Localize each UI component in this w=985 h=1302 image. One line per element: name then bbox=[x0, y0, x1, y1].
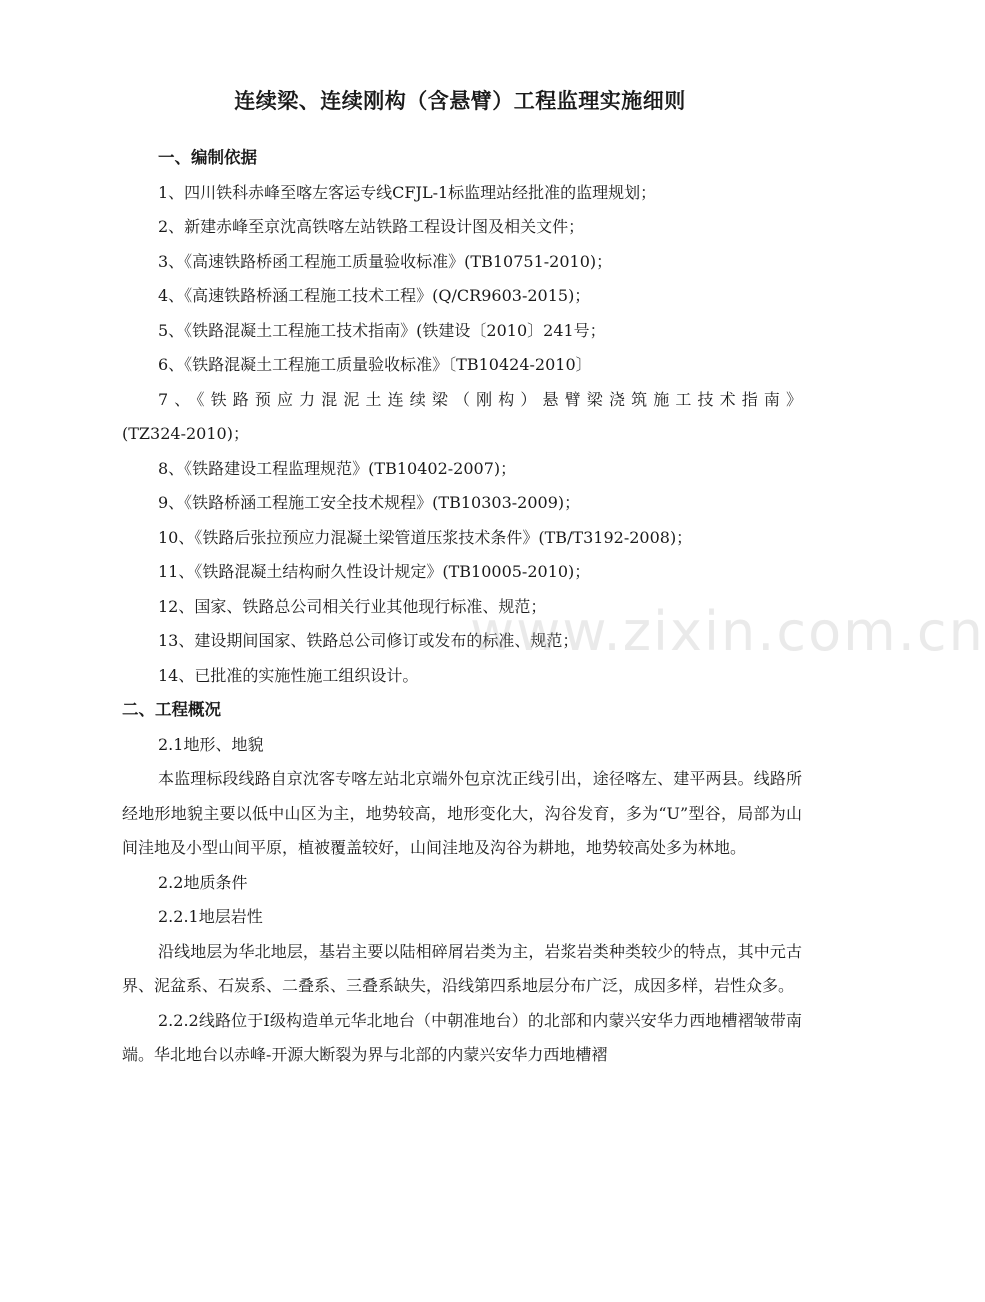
watermark: www.zixin.com.cn bbox=[470, 600, 985, 663]
document-title: 连续梁、连续刚构（含悬臂）工程监理实施细则 bbox=[234, 89, 686, 113]
list-item: 5、《铁路混凝土工程施工技术指南》(铁建设〔2010〕241号； bbox=[158, 320, 606, 340]
paragraph-strata: 沿线地层为华北地层，基岩主要以陆相碎屑岩类为主，岩浆岩类种类较少的特点，其中元古界、泥盆系、石炭系、二叠系、三叠系缺失，沿线第四系地层分布广泛，成因多样，岩性众多。 bbox=[122, 941, 802, 995]
list-item: 9、《铁路桥涵工程施工安全技术规程》(TB10303-2009)； bbox=[158, 493, 581, 512]
document-body bbox=[122, 141, 802, 1073]
section-heading-basis: 一、编制依据 bbox=[158, 148, 257, 167]
subsection-heading: 2.2.1地层岩性 bbox=[158, 907, 263, 926]
list-item: 3、《高速铁路桥函工程施工质量验收标准》(TB10751-2010)； bbox=[158, 251, 613, 271]
list-item-continuation: (TZ324-2010)； bbox=[122, 424, 249, 443]
list-item: 10、《铁路后张拉预应力混凝土梁管道压浆技术条件》(TB/T3192-2008)； bbox=[158, 527, 693, 547]
subsection-heading: 2.1地形、地貌 bbox=[158, 734, 264, 754]
list-item: 8、《铁路建设工程监理规范》(TB10402-2007)； bbox=[158, 458, 517, 478]
subsection-heading: 2.2地质条件 bbox=[158, 872, 248, 892]
list-item: 14、已批准的实施性施工组织设计。 bbox=[158, 665, 419, 685]
list-item: 13、建设期间国家、铁路总公司修订或发布的标准、规范； bbox=[158, 631, 579, 650]
paragraph-terrain: 本监理标段线路自京沈客专喀左站北京端外包京沈正线引出，途径喀左、建平两县。线路所经地形地貌主要以低中山区为主，地势较高，地形变化大，沟谷发育，多为“U”型谷，局部为山间洼地及小型山间平原，植被覆盖较好，山间洼地及沟谷为耕地，地势较高处多为林地。 bbox=[122, 769, 802, 857]
section-heading-overview: 二、工程概况 bbox=[122, 700, 221, 719]
list-item: 7、《铁路预应力混泥土连续梁（刚构）悬臂梁浇筑施工技术指南》 bbox=[158, 389, 802, 409]
list-item: 4、《高速铁路桥涵工程施工技术工程》(Q/CR9603-2015)； bbox=[158, 286, 591, 305]
list-item: 2、新建赤峰至京沈高铁喀左站铁路工程设计图及相关文件； bbox=[158, 217, 585, 236]
list-item: 12、国家、铁路总公司相关行业其他现行标准、规范； bbox=[158, 596, 547, 616]
list-item: 6、《铁路混凝土工程施工质量验收标准》〔TB10424-2010〕 bbox=[158, 355, 592, 374]
list-item: 11、《铁路混凝土结构耐久性设计规定》(TB10005-2010)； bbox=[158, 562, 591, 581]
list-item: 1、四川铁科赤峰至喀左客运专线CFJL-1标监理站经批准的监理规划； bbox=[158, 182, 657, 202]
paragraph-structure: 2.2.2线路位于Ⅰ级构造单元华北地台（中朝准地台）的北部和内蒙兴安华力西地槽褶皱带南端。华北地台以赤峰-开源大断裂为界与北部的内蒙兴安华力西地槽褶 bbox=[122, 1010, 802, 1064]
